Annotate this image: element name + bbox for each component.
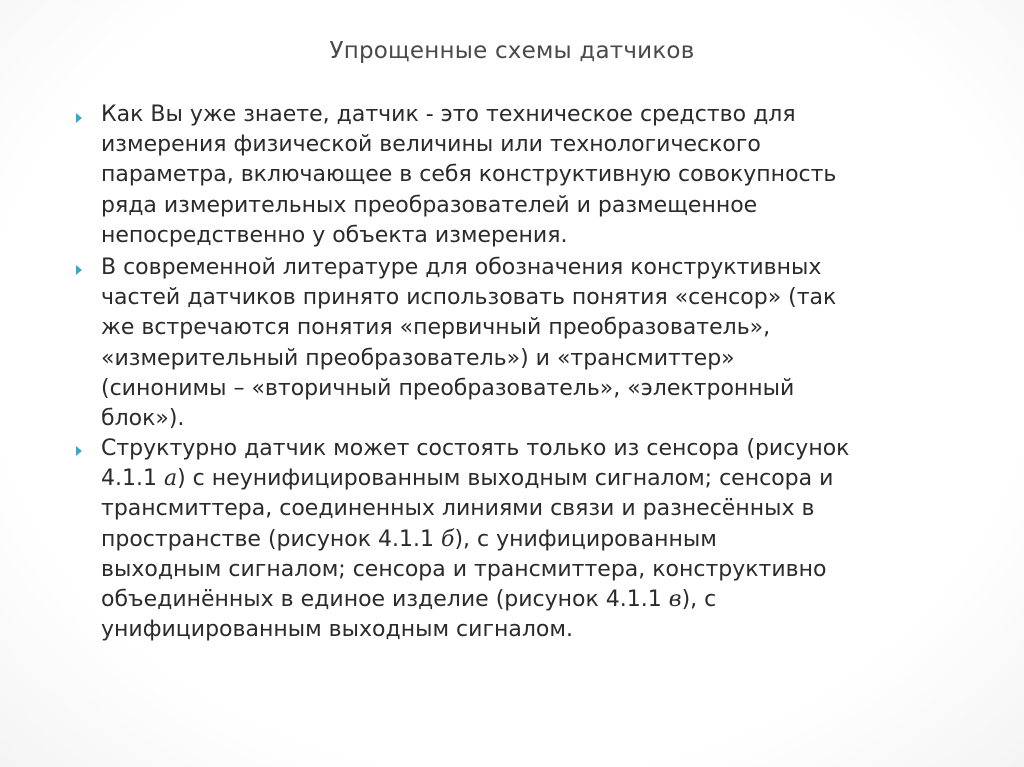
bullet-text: [101, 253, 981, 434]
text-line: В современной литературе для обозначения конструктивных: [101, 255, 822, 280]
text-line: ряда измерительных преобразователей и размещенное: [101, 192, 758, 218]
bullet-text: [101, 434, 981, 645]
text-line: же встречаются понятия «первичный преобразователь»,: [101, 315, 771, 341]
text-line: [101, 464, 981, 494]
text-segment: 4.1.1: [101, 466, 164, 492]
figure-letter: б: [441, 526, 455, 552]
slide-title: Упрощенные схемы датчиков: [329, 38, 695, 64]
text-line: [101, 585, 981, 615]
triangle-right-icon: [76, 265, 82, 275]
text-segment: пространстве (рисунок 4.1.1: [101, 526, 442, 552]
text-line: [101, 525, 981, 555]
text-line: (синонимы – «вторичный преобразователь», «электронный: [101, 375, 795, 401]
text-line: Структурно датчик может состоять только из сенсора (рисунок: [101, 436, 850, 461]
text-line: трансмиттера, соединенных линиями связи и разнесённых в: [101, 496, 815, 522]
figure-letter: в: [668, 587, 682, 613]
text-line: частей датчиков принято использовать понятия «сенсор» (так: [101, 285, 837, 311]
text-line: выходным сигналом; сенсора и трансмиттера, конструктивно: [101, 556, 827, 582]
text-segment: ), с унифицированным: [454, 526, 717, 552]
triangle-right-icon: [76, 113, 82, 123]
text-segment: объединённых в единое изделие (рисунок 4.1.1: [101, 587, 669, 613]
text-line: блок»).: [101, 406, 185, 432]
text-segment: ), с: [681, 587, 717, 613]
text-line: «измерительный преобразователь») и «трансмиттер»: [101, 345, 735, 371]
text-line: непосредственно у объекта измерения.: [101, 222, 568, 248]
text-line: параметра, включающее в себя конструктивную совокупность: [101, 162, 837, 188]
text-line: Как Вы уже знаете, датчик - это техническое средство для: [101, 102, 796, 127]
text-line: измерения физической величины или технологического: [101, 132, 761, 158]
figure-letter: а: [163, 466, 178, 492]
triangle-right-icon: [76, 446, 82, 456]
bullet-text: [101, 100, 981, 251]
text-segment: ) с неунифицированным выходным сигналом; сенсора и: [177, 466, 834, 492]
text-line: унифицированным выходным сигналом.: [101, 617, 573, 643]
